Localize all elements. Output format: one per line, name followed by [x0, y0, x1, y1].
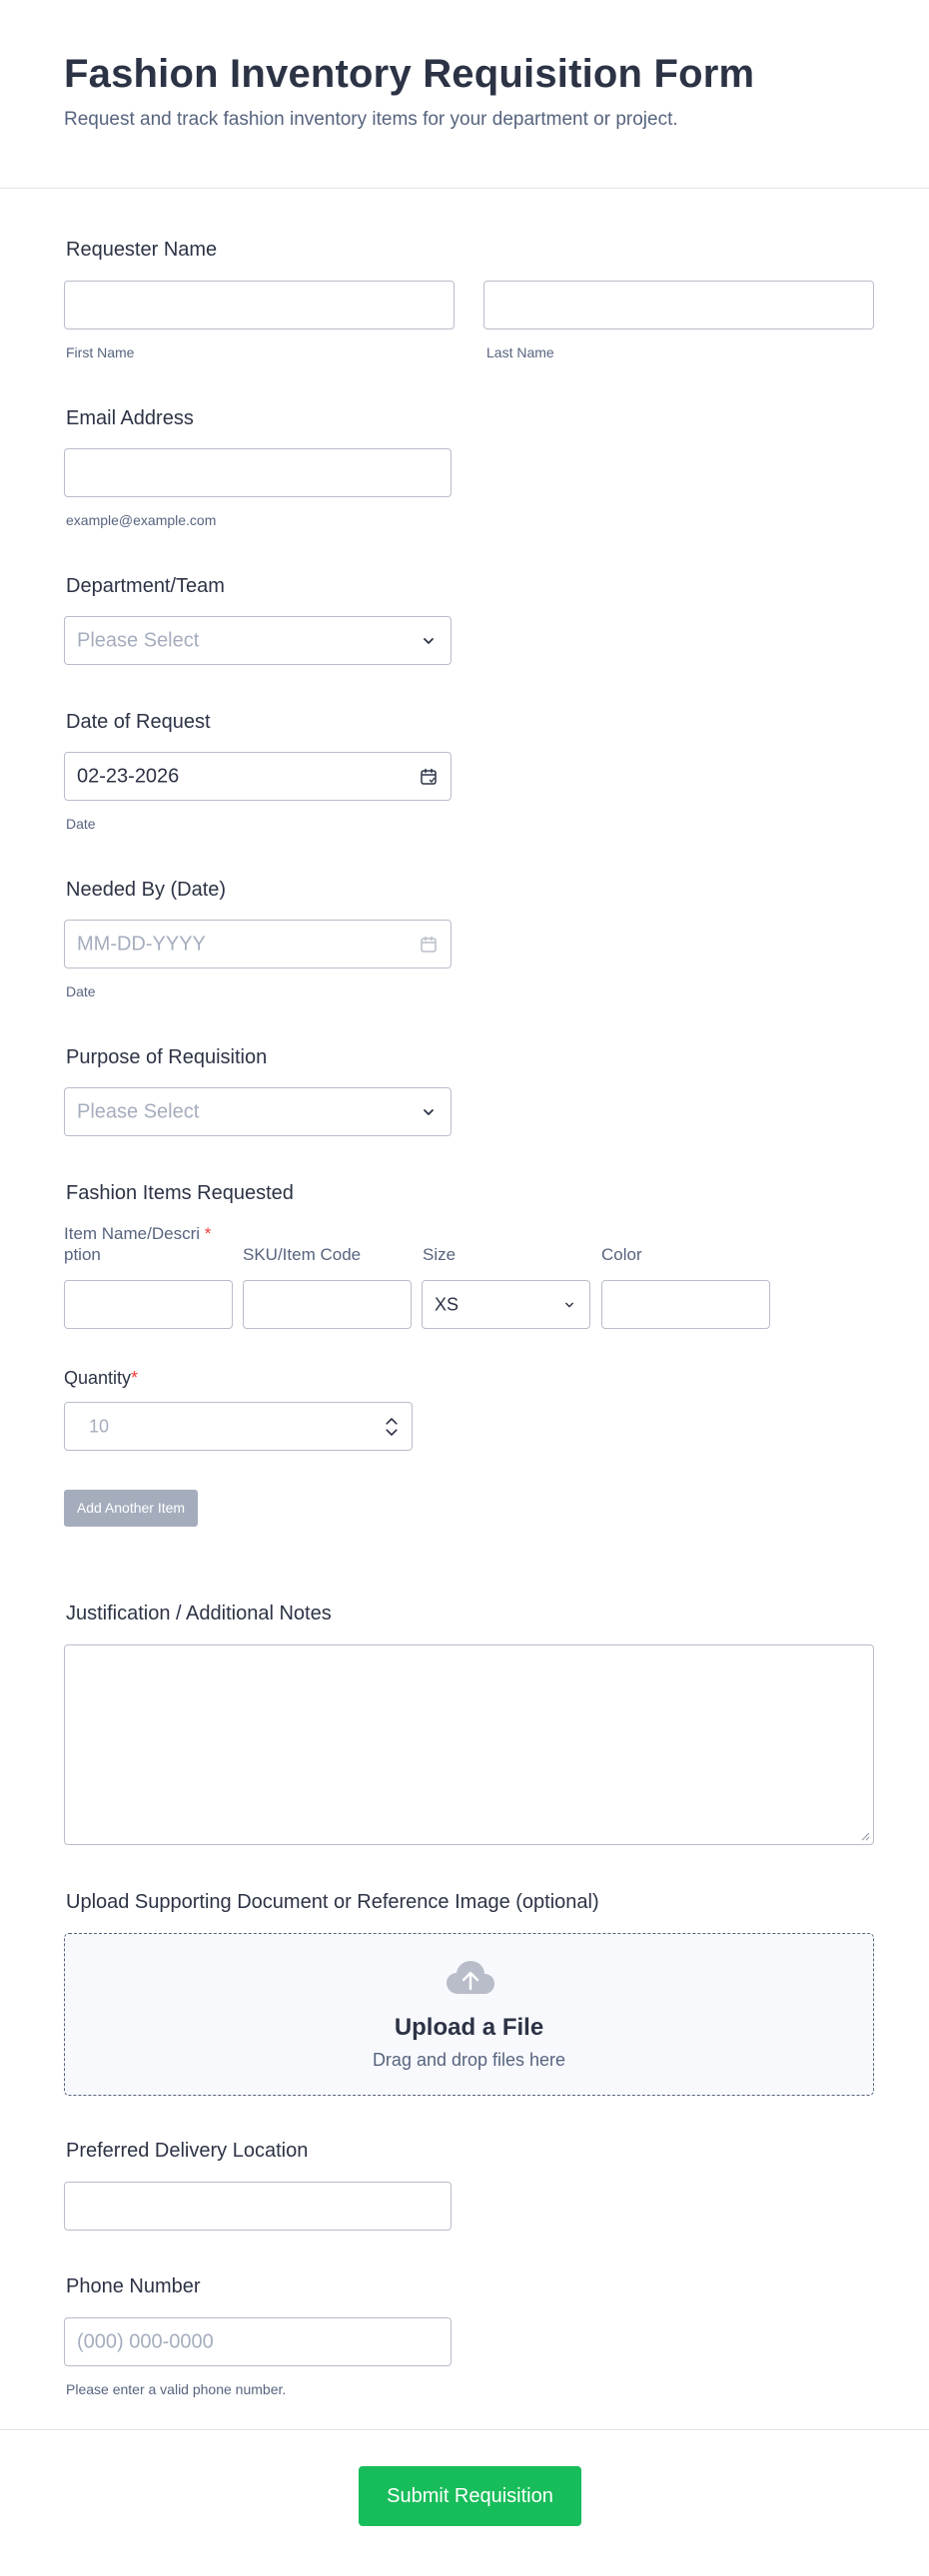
file-upload-dropzone[interactable] [64, 1933, 874, 2096]
footer-divider [0, 2429, 929, 2430]
needed-by-sublabel: Date [66, 983, 96, 999]
item-name-column-header: Item Name/Descri * ption [64, 1224, 212, 1264]
needed-by-label: Needed By (Date) [66, 879, 227, 901]
last-name-sublabel: Last Name [486, 344, 554, 360]
calendar-icon[interactable] [419, 767, 439, 787]
calendar-icon[interactable] [419, 935, 439, 955]
delivery-location-input[interactable] [64, 2182, 452, 2231]
sku-column-header: SKU/Item Code [243, 1245, 362, 1264]
delivery-location-label: Preferred Delivery Location [66, 2140, 309, 2162]
purpose-select[interactable]: Please Select [64, 1087, 452, 1136]
email-label: Email Address [66, 407, 194, 429]
quantity-label: Quantity* [64, 1368, 139, 1388]
upload-title: Upload a File [394, 2014, 544, 2041]
chevron-down-icon [419, 631, 439, 651]
request-date-label: Date of Request [66, 711, 211, 733]
size-select[interactable]: XS [422, 1280, 590, 1329]
email-input[interactable] [64, 448, 452, 497]
justification-textarea[interactable] [64, 1644, 874, 1845]
phone-sublabel: Please enter a valid phone number. [66, 2381, 287, 2397]
required-asterisk: * [131, 1368, 139, 1388]
required-asterisk: * [204, 1224, 212, 1243]
size-column-header: Size [423, 1245, 457, 1264]
upload-subtitle: Drag and drop files here [372, 2050, 566, 2070]
color-column-header: Color [601, 1245, 642, 1264]
request-date-input[interactable]: 02-23-2026 [64, 752, 452, 801]
justification-label: Justification / Additional Notes [66, 1603, 332, 1624]
submit-button[interactable]: Submit Requisition [359, 2466, 581, 2526]
phone-input[interactable]: (000) 000-0000 [64, 2317, 452, 2366]
chevron-down-icon [561, 1297, 577, 1313]
form-header [0, 0, 929, 189]
item-name-input[interactable] [64, 1280, 233, 1329]
purpose-label: Purpose of Requisition [66, 1046, 268, 1068]
first-name-sublabel: First Name [66, 344, 135, 360]
requester-name-label: Requester Name [66, 239, 218, 261]
stepper-arrows-icon[interactable] [384, 1414, 400, 1440]
department-select[interactable]: Please Select [64, 616, 452, 665]
color-input[interactable] [601, 1280, 770, 1329]
last-name-input[interactable] [483, 281, 874, 329]
first-name-input[interactable] [64, 281, 455, 329]
department-label: Department/Team [66, 575, 225, 597]
quantity-stepper[interactable]: 10 [64, 1402, 413, 1451]
chevron-down-icon [419, 1102, 439, 1122]
add-another-item-button[interactable]: Add Another Item [64, 1490, 198, 1527]
items-label: Fashion Items Requested [66, 1182, 294, 1204]
upload-label: Upload Supporting Document or Reference Image (optional) [66, 1891, 599, 1913]
resize-handle-icon[interactable] [860, 1831, 870, 1841]
form-subtitle: Request and track fashion inventory items for your department or project. [64, 109, 678, 130]
phone-label: Phone Number [66, 2275, 201, 2297]
cloud-upload-icon [445, 1958, 496, 1998]
sku-input[interactable] [243, 1280, 412, 1329]
form-title: Fashion Inventory Requisition Form [64, 52, 755, 96]
email-sublabel: example@example.com [66, 512, 217, 528]
request-date-sublabel: Date [66, 816, 96, 832]
needed-by-input[interactable]: MM-DD-YYYY [64, 920, 452, 968]
